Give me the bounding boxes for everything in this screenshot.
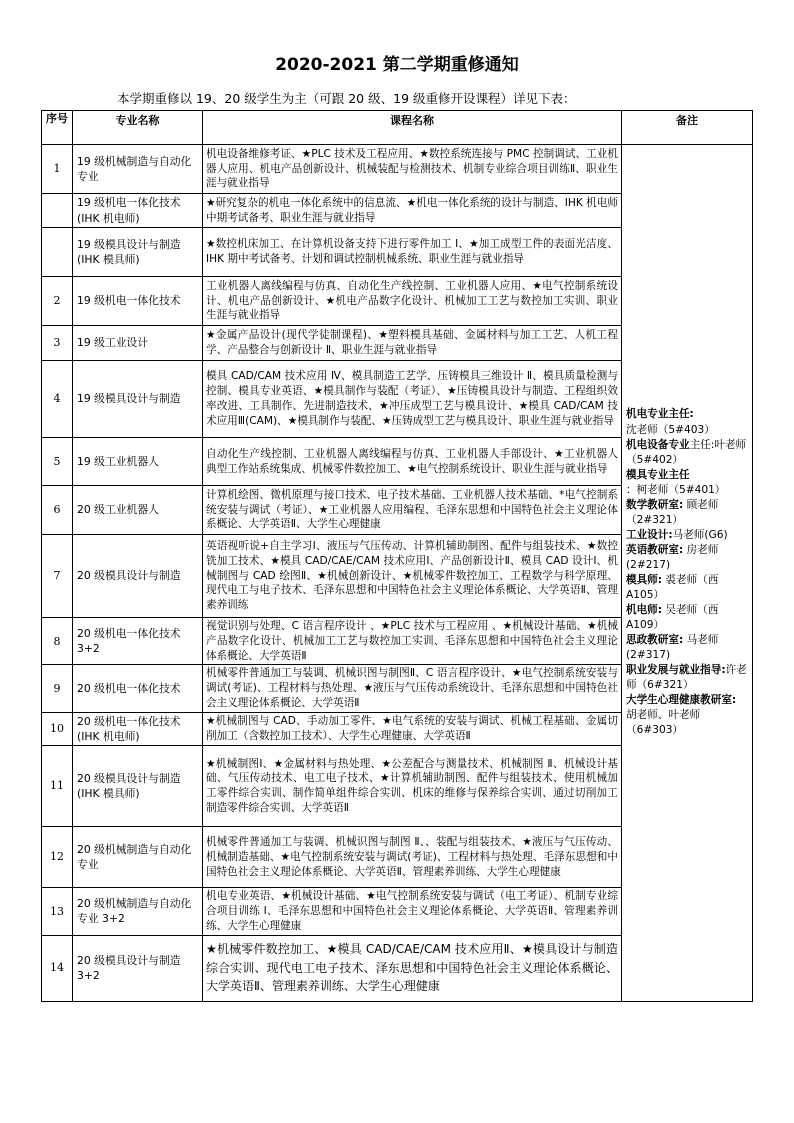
- course-list: 计算机绘图、微机原理与接口技术、电子技术基础、工业机器人技术基础、*电气控制系统安装与调试（考证）、★工业机器人应用编程、毛泽东思想和中国特色社会主义理论体系概论、大学英语Ⅱ、大学生心理健康: [203, 486, 622, 535]
- remark-heading: 模具师:: [626, 573, 663, 586]
- major-name: 20 级机电一体化技术(IHK 机电师): [73, 712, 203, 745]
- remark-line: [626, 438, 748, 468]
- course-list: ★机械制图与 CAD、手动加工零件、★电气系统的安装与调试、机械工程基础、金属切削加工（含数控加工技术）、大学生心理健康、大学英语Ⅱ: [203, 712, 622, 745]
- course-list: 机械零件普通加工与装调、机械识图与制图 Ⅱ、、装配与组装技术、★液压与气压传动、机械制造基础、★电气控制系统安装与调试(考证)、工程材料与热处理、毛泽东思想和中国特色社会主义理论体系概论、大学英语Ⅱ、管理素养训练、大学生心理健康: [203, 827, 622, 888]
- remark-text: 主任:叶老师（5#402）: [626, 438, 747, 466]
- remark-heading: 大学生心理健康教研室:: [626, 694, 737, 707]
- course-list: 英语视听说+自主学习Ⅰ、液压与气压传动、计算机辅助制图、配件与组装技术、★数控铣加工技术、★模具 CAD/CAE/CAM 技术应用Ⅰ、产品创新设计Ⅱ、模具 CAD 设计Ⅰ、机械制图与 CAD 绘图Ⅱ、★机械创新设计、★机械零件数控加工、工程数学与科学原理、现代电工与电子技术、毛泽东思想和中国特色社会主义理论体系概论、大学英语Ⅱ、管理素养训练: [203, 535, 622, 618]
- course-list: ★数控机床加工、在计算机设备支持下进行零件加工 Ⅰ、★加工成型工件的表面光洁度、IHK 期中考试备考、计划和调试控制机械系统、职业生涯与就业指导: [203, 228, 622, 277]
- remark-heading: 模具专业主任: [626, 468, 690, 481]
- course-list: ★研究复杂的机电一体化系统中的信息流、★机电一体化系统的设计与制造、IHK 机电师中期考试备考、职业生涯与就业指导: [203, 194, 622, 228]
- remark-line: [626, 498, 748, 528]
- major-name: 20 级机械制造与自动化专业: [73, 827, 203, 888]
- remark-line: [626, 423, 748, 438]
- remark-line: [626, 603, 748, 633]
- header-major: 专业名称: [73, 111, 203, 145]
- table-body: [42, 145, 753, 1002]
- remarks-cell: [622, 145, 753, 1002]
- remark-line: [626, 483, 748, 498]
- row-number: 7: [42, 535, 73, 618]
- remark-line: [626, 633, 748, 663]
- remark-line: [626, 573, 748, 603]
- major-name: 20 级模具设计与制造 3+2: [73, 935, 203, 1001]
- table-row: [42, 145, 753, 194]
- course-list: 模具 CAD/CAM 技术应用 Ⅳ、模具制造工艺学、压铸模具三维设计 Ⅱ、模具质量检测与控制、模具专业英语、★模具制作与装配（考证）、★压铸模具设计与制造、工程组织效率改进、工具制作、先进制造技术、★冲压成型工艺与模具设计、★模具 CAD/CAM 技术应用Ⅲ(CAM)、★模具制作与装配、★压铸成型工艺与模具设计、职业生涯与就业指导: [203, 361, 622, 438]
- remark-heading: 英语教研室:: [626, 543, 684, 556]
- remark-line: [626, 708, 748, 738]
- course-list: ★机械零件数控加工、★模具 CAD/CAE/CAM 技术应用Ⅱ、★模具设计与制造综合实训、现代电工电子技术、泽东思想和中国特色社会主义理论体系概论、大学英语Ⅱ、管理素养训练、大学生心理健康: [203, 935, 622, 1001]
- page-title: 2020-2021 第二学期重修通知: [275, 55, 519, 75]
- remark-line: [626, 663, 748, 693]
- remark-line: [626, 528, 748, 543]
- row-number: 1: [42, 145, 73, 194]
- remark-heading: 思政教研室:: [626, 633, 684, 646]
- remark-text: 许老师（6#321）: [626, 664, 747, 692]
- row-number: 14: [42, 935, 73, 1001]
- remark-heading: 职业发展与就业指导:: [626, 664, 726, 677]
- row-number: 4: [42, 361, 73, 438]
- row-number: 3: [42, 326, 73, 361]
- row-number: 5: [42, 438, 73, 486]
- remark-text: 顾老师（2#321）: [626, 498, 719, 526]
- major-name: 20 级模具设计与制造: [73, 535, 203, 618]
- course-list: 视觉识别与处理、C 语言程序设计 、★PLC 技术与工程应用 、★机械设计基础、★机械产品数字化设计、机械加工工艺与数控加工实训、毛泽东思想和中国特色社会主义理论体系概论、大学英语Ⅱ: [203, 618, 622, 665]
- row-number: 2: [42, 277, 73, 326]
- major-name: 19 级模具设计与制造(IHK 模具师): [73, 228, 203, 277]
- header-no: 序号: [42, 111, 73, 145]
- remark-line: [626, 693, 748, 708]
- row-number: [42, 194, 73, 228]
- header-course: 课程名称: [203, 111, 622, 145]
- table-header-row: [42, 111, 753, 145]
- intro-text: 本学期重修以 19、20 级学生为主（可跟 20 级、19 级重修开设课程）详见下表：: [117, 91, 576, 106]
- remark-line: [626, 543, 748, 573]
- major-name: 19 级工业机器人: [73, 438, 203, 486]
- major-name: 20 级机电一体化技术 3+2: [73, 618, 203, 665]
- remark-text: 房老师(2#217): [626, 543, 719, 571]
- course-list: ★机械制图Ⅰ、★金属材料与热处理、★公差配合与测量技术、机械制图 Ⅱ、机械设计基础、气压传动技术、电工电子技术、★计算机辅助制图、配件与组装技术、使用机械加工零件综合实训、制作简单组件综合实训、机床的维修与保养综合实训、通过切削加工制造零件综合实训、大学英语Ⅱ: [203, 746, 622, 827]
- remark-heading: 机电师:: [626, 603, 663, 616]
- major-name: 19 级工业设计: [73, 326, 203, 361]
- major-name: 19 级模具设计与制造: [73, 361, 203, 438]
- major-name: 20 级工业机器人: [73, 486, 203, 535]
- retake-table: [41, 110, 753, 1002]
- course-list: 机电设备维修考证、★PLC 技术及工程应用、★数控系统连接与 PMC 控制调试、工业机器人应用、机电产品创新设计、机械装配与检测技术、机制专业综合项目训练Ⅱ、职业生涯与就业指导: [203, 145, 622, 194]
- remark-text: 沈老师（5#403）: [626, 423, 715, 436]
- row-number: [42, 228, 73, 277]
- remark-heading: 工业设计:: [626, 528, 673, 541]
- major-name: 19 级机电一体化技术: [73, 277, 203, 326]
- major-name: 19 级机械制造与自动化专业: [73, 145, 203, 194]
- course-list: ★金属产品设计(现代学徒制课程)、★塑料模具基础、金属材料与加工工艺、人机工程学、产品整合与创新设计 Ⅱ、职业生涯与就业指导: [203, 326, 622, 361]
- row-number: 13: [42, 888, 73, 935]
- header-remarks: 备注: [622, 111, 753, 145]
- course-list: 自动化生产线控制、工业机器人离线编程与仿真、工业机器人手部设计、★工业机器人典型工作站系统集成、机械零件数控加工、★电气控制系统设计、职业生涯与就业指导: [203, 438, 622, 486]
- course-list: 工业机器人离线编程与仿真、自动化生产线控制、工业机器人应用、★电气控制系统设计、机电产品创新设计、★机电产品数字化设计、机械加工工艺与数控加工实训、职业生涯与就业指导: [203, 277, 622, 326]
- course-list: 机械零件普通加工与装调、机械识图与制图Ⅱ、C 语言程序设计、★电气控制系统安装与调试(考证)、工程材料与热处理、★液压与气压传动系统设计、毛泽东思想和中国特色社会主义理论体系概论、大学英语Ⅱ: [203, 665, 622, 712]
- major-name: 20 级模具设计与制造(IHK 模具师): [73, 746, 203, 827]
- major-name: 19 级机电一体化技术(IHK 机电师): [73, 194, 203, 228]
- course-list: 机电专业英语、★机械设计基础、★电气控制系统安装与调试（电工考证）、机制专业综合项目训练 Ⅰ、毛泽东思想和中国特色社会主义理论体系概论、大学英语Ⅱ、管理素养训练、大学生心理健康: [203, 888, 622, 935]
- remark-heading: 机电专业主任:: [626, 408, 694, 421]
- remark-text: 胡老师、叶老师（6#303）: [626, 709, 701, 737]
- row-number: 9: [42, 665, 73, 712]
- remark-text: 吴老师（西 A109）: [626, 603, 719, 631]
- row-number: 11: [42, 746, 73, 827]
- row-number: 10: [42, 712, 73, 745]
- remark-text: 裘老师（西 A105）: [626, 573, 719, 601]
- row-number: 6: [42, 486, 73, 535]
- row-number: 12: [42, 827, 73, 888]
- major-name: 20 级机电一体化技术: [73, 665, 203, 712]
- remark-text: ：柯老师（5#401）: [626, 483, 726, 496]
- remark-text: 马老师(2#317): [626, 633, 719, 661]
- remark-heading: 数学教研室:: [626, 498, 684, 511]
- remark-text: 马老师(G6): [672, 528, 728, 541]
- major-name: 20 级机械制造与自动化专业 3+2: [73, 888, 203, 935]
- remark-heading: 机电设备专业: [626, 438, 690, 451]
- remark-line: [626, 407, 748, 422]
- row-number: 8: [42, 618, 73, 665]
- remark-line: [626, 468, 748, 483]
